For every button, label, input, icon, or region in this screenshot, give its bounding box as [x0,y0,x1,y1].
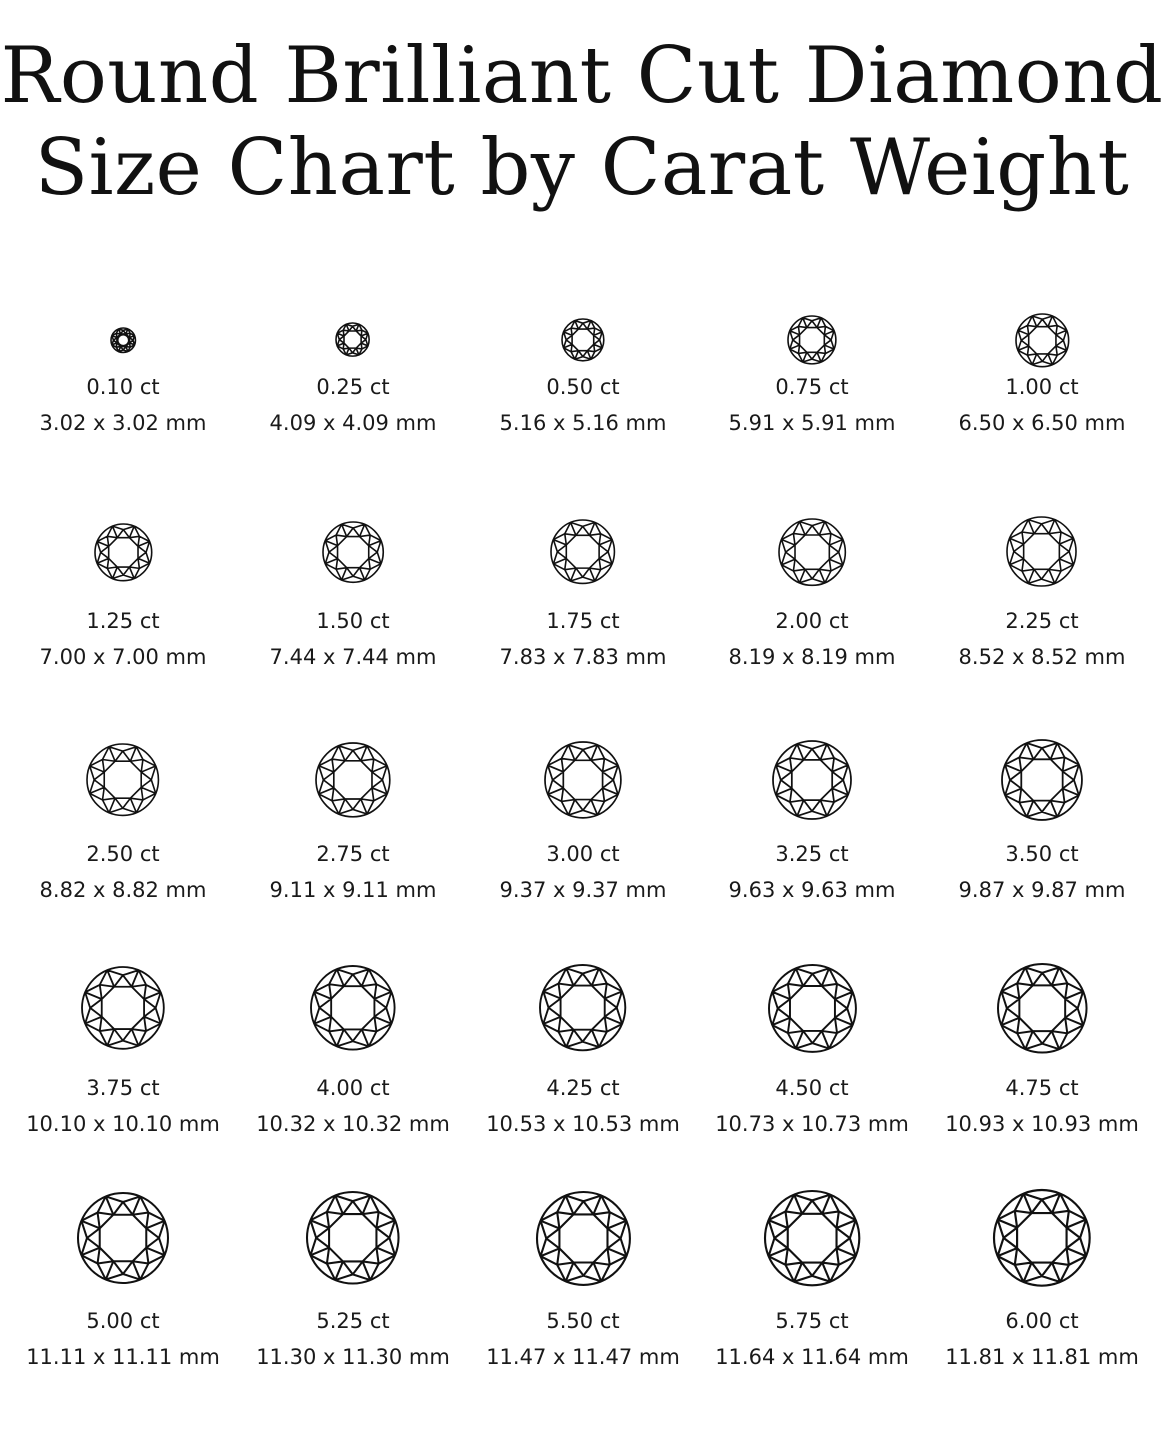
dimensions-label: 9.11 x 9.11 mm [269,878,437,902]
girdle-outline [562,319,604,361]
dimensions-label: 9.63 x 9.63 mm [728,878,896,902]
dimensions-label: 10.73 x 10.73 mm [715,1112,909,1136]
table-facet [795,535,829,569]
diamond-icon [319,518,387,586]
crown-facets [311,1196,396,1281]
diamond-icon [784,312,840,368]
table-facet [334,761,372,799]
diamond-size-cell [8,840,238,904]
dimensions-label: 10.10 x 10.10 mm [26,1112,220,1136]
table-facet [800,328,825,353]
girdle-outline [1007,517,1076,586]
diamond-icon [998,736,1086,824]
diamond-size-cell [927,840,1157,904]
dimensions-label: 9.37 x 9.37 mm [499,878,667,902]
dimensions-label: 6.50 x 6.50 mm [958,411,1126,435]
carat-label: 6.00 ct [1005,1309,1079,1333]
dimensions-label: 11.30 x 11.30 mm [256,1345,450,1369]
crown-facets [548,745,618,815]
girdle-outline [773,741,851,819]
diamond-icon [303,1188,403,1288]
girdle-outline [1002,740,1082,820]
crown-facets [776,744,848,816]
diamond-size-cell [927,607,1157,671]
girdle-outline [87,744,158,815]
crown-facets [772,968,852,1048]
crown-facets [540,1195,626,1281]
carat-label: 4.50 ct [775,1076,849,1100]
table-facet [331,986,374,1029]
diamond-size-cell [468,1074,698,1138]
diamond-size-cell [468,840,698,904]
dimensions-label: 9.87 x 9.87 mm [958,878,1126,902]
crown-facets [1005,743,1079,817]
diamond-size-cell [238,1074,468,1138]
dimensions-label: 10.53 x 10.53 mm [486,1112,680,1136]
crown-facets [768,1194,855,1281]
crown-facets [97,526,149,578]
diamond-size-cell [697,607,927,671]
diamond-icon [1012,310,1073,371]
diamond-size-cell [8,1074,238,1138]
diamond-icon [78,963,168,1053]
diamond-size-cell [697,840,927,904]
carat-label: 4.00 ct [316,1076,390,1100]
girdle-outline [551,520,614,583]
dimensions-label: 7.44 x 7.44 mm [269,645,437,669]
diamond-size-cell [468,1307,698,1371]
diamond-size-cell [468,373,698,437]
table-facet [329,1214,376,1261]
carat-label: 5.00 ct [86,1309,160,1333]
diamond-icon [990,1186,1094,1290]
carat-label: 1.50 ct [316,609,390,633]
table-facet [561,986,605,1030]
diamond-icon [107,324,139,356]
carat-label: 1.75 ct [546,609,620,633]
carat-label: 2.25 ct [1005,609,1079,633]
diamond-size-cell [697,1307,927,1371]
chart-title-line-2: Size Chart by Carat Weight [34,123,1130,213]
crown-facets [314,969,391,1046]
dimensions-label: 5.16 x 5.16 mm [499,411,667,435]
carat-label: 5.50 ct [546,1309,620,1333]
girdle-outline [537,1192,630,1285]
girdle-outline [323,522,383,582]
dimensions-label: 8.19 x 8.19 mm [728,645,896,669]
diamond-size-cell [8,607,238,671]
carat-label: 2.75 ct [316,842,390,866]
girdle-outline [95,524,152,581]
dimensions-label: 3.02 x 3.02 mm [39,411,207,435]
crown-facets [1001,967,1083,1049]
diamond-size-cell [8,1307,238,1371]
girdle-outline [316,743,390,817]
crown-facets [998,1194,1086,1282]
girdle-outline [765,1191,859,1285]
table-facet [572,329,594,351]
crown-facets [554,523,613,582]
diamond-icon [541,738,625,822]
dimensions-label: 10.32 x 10.32 mm [256,1112,450,1136]
crown-facets [112,329,135,352]
diamond-icon [332,319,373,360]
carat-label: 0.50 ct [546,375,620,399]
crown-facets [338,325,369,356]
girdle-outline [769,965,856,1052]
girdle-outline [545,742,621,818]
inner-ring [117,334,128,345]
table-facet [792,760,832,800]
carat-label: 4.75 ct [1005,1076,1079,1100]
diamond-icon [558,315,608,365]
diamond-icon [547,516,618,587]
dimensions-label: 4.09 x 4.09 mm [269,411,437,435]
carat-label: 3.75 ct [86,1076,160,1100]
crown-facets [325,524,381,580]
girdle-outline [540,965,625,1050]
table-facet [100,1215,147,1262]
girdle-outline [82,967,164,1049]
crown-facets [1018,316,1067,365]
carat-label: 3.50 ct [1005,842,1079,866]
diamond-icon [74,1189,172,1287]
diamond-size-cell [697,1074,927,1138]
diamond-icon [307,962,399,1054]
diamond-size-cell [468,607,698,671]
carat-label: 0.25 ct [316,375,390,399]
dimensions-label: 11.47 x 11.47 mm [486,1345,680,1369]
table-facet [1017,1213,1066,1262]
crown-facets [85,970,161,1046]
carat-label: 1.00 ct [1005,375,1079,399]
dimensions-label: 7.83 x 7.83 mm [499,645,667,669]
carat-label: 2.00 ct [775,609,849,633]
carat-label: 4.25 ct [546,1076,620,1100]
table-facet [1021,759,1062,800]
table-facet [102,987,144,1029]
table-facet [559,1214,607,1262]
diamond-icon [91,520,156,585]
diamond-size-cell [697,373,927,437]
table-facet [108,537,137,566]
table-facet [1019,985,1065,1031]
girdle-outline [336,323,369,356]
table-facet [344,331,361,348]
dimensions-label: 8.52 x 8.52 mm [958,645,1126,669]
crown-facets [81,1196,164,1279]
diamond-icon [312,739,394,821]
table-facet [563,760,602,799]
table-facet [567,536,600,569]
diamond-size-cell [238,1307,468,1371]
dimensions-label: 11.11 x 11.11 mm [26,1345,220,1369]
table-facet [790,986,835,1031]
girdle-outline [994,1190,1090,1286]
crown-facets [90,747,156,813]
carat-label: 3.25 ct [775,842,849,866]
diamond-icon [761,1187,863,1289]
diamond-icon [765,961,860,1056]
carat-label: 0.75 ct [775,375,849,399]
diamond-icon [769,737,855,823]
table-facet [788,1214,837,1263]
carat-label: 3.00 ct [546,842,620,866]
table-facet [1024,534,1060,570]
diamond-icon [1003,513,1080,590]
girdle-outline [78,1193,168,1283]
diamond-icon [83,740,162,819]
girdle-outline [998,964,1087,1053]
diamond-icon [775,515,849,589]
dimensions-label: 8.82 x 8.82 mm [39,878,207,902]
dimensions-label: 7.00 x 7.00 mm [39,645,207,669]
crown-facets [319,746,387,814]
girdle-outline [788,316,836,364]
girdle-outline [779,519,845,585]
crown-facets [790,318,834,362]
carat-label: 1.25 ct [86,609,160,633]
diamond-size-cell [927,1307,1157,1371]
crown-facets [564,321,603,360]
carat-label: 0.10 ct [86,375,160,399]
diamond-size-cell [8,373,238,437]
chart-title-line-1: Round Brilliant Cut Diamond [0,31,1164,121]
carat-label: 5.75 ct [775,1309,849,1333]
girdle-outline [307,1192,399,1284]
dimensions-label: 11.64 x 11.64 mm [715,1345,909,1369]
diamond-size-cell [238,607,468,671]
table-facet [1028,326,1055,353]
diamond-icon [536,961,629,1054]
crown-facets [1010,520,1074,584]
girdle-outline [1016,314,1069,367]
carat-label: 2.50 ct [86,842,160,866]
diamond-size-cell [927,1074,1157,1138]
dimensions-label: 10.93 x 10.93 mm [945,1112,1139,1136]
diamond-size-cell [238,840,468,904]
table-facet [105,762,142,799]
dimensions-label: 11.81 x 11.81 mm [945,1345,1139,1369]
girdle-outline [311,966,395,1050]
diamond-size-cell [927,373,1157,437]
diamond-icon [994,960,1091,1057]
crown-facets [544,969,623,1048]
diamond-size-cell [238,373,468,437]
table-facet [337,536,368,567]
crown-facets [781,521,842,582]
dimensions-label: 5.91 x 5.91 mm [728,411,896,435]
diamond-icon [533,1188,634,1289]
carat-label: 5.25 ct [316,1309,390,1333]
